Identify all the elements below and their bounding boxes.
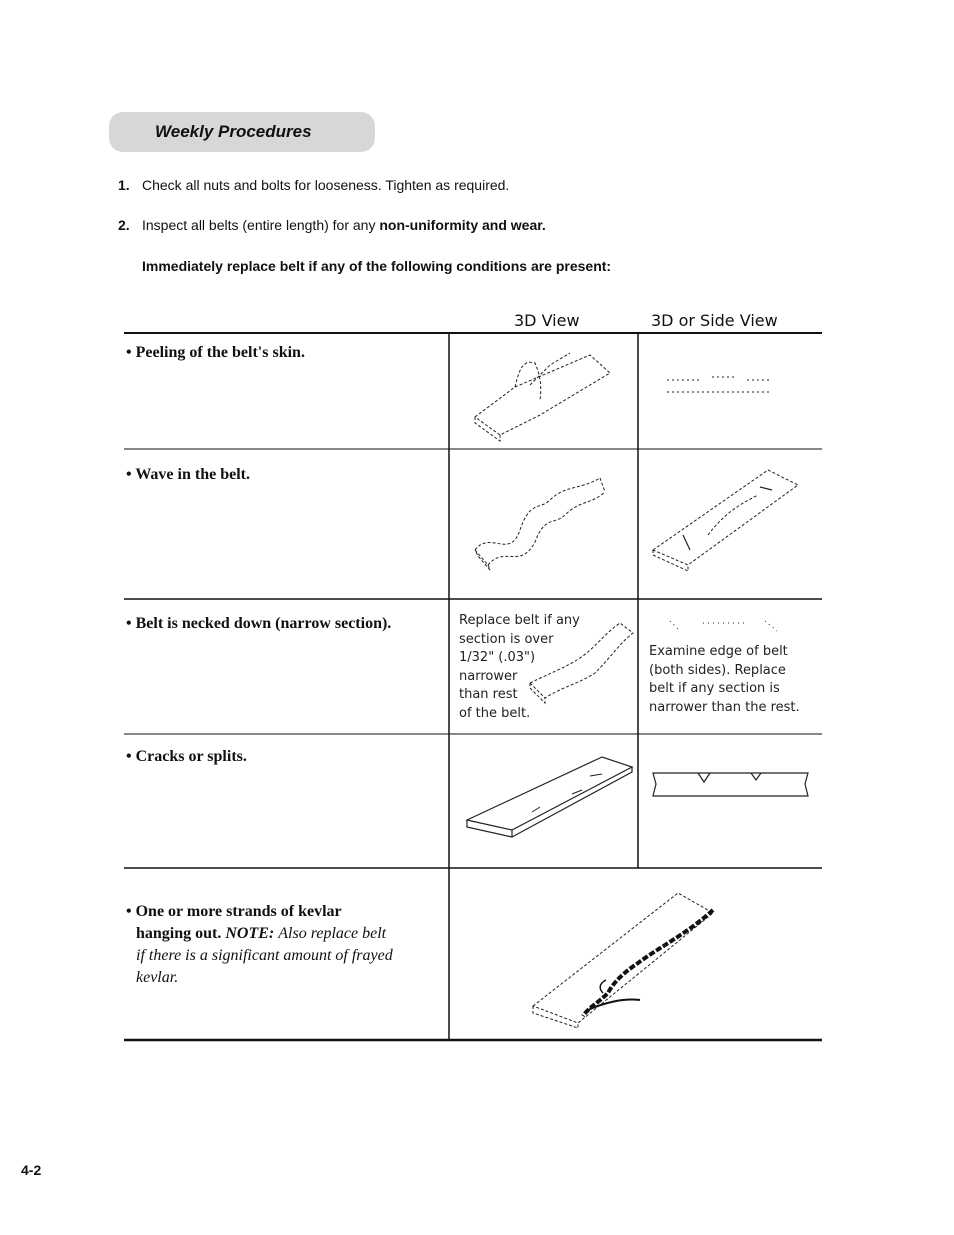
step-number: 2. [118, 217, 130, 233]
necked-side-note: Examine edge of belt (both sides). Replace belt if any section is narrower than the rest. [649, 644, 800, 715]
condition-necked-down: • Belt is necked down (narrow section). [126, 615, 392, 632]
cracked-belt-3d-illustration [462, 752, 637, 840]
condition-kevlar: • One or more strands of kevlar hanging out. NOTE: Also replace belt if there is a significant amount of frayed kevlar. [126, 903, 393, 986]
page-number: 4-2 [21, 1162, 42, 1178]
condition-wave: • Wave in the belt. [126, 466, 250, 483]
wave-belt-3d-illustration [470, 470, 610, 580]
condition-peeling: • Peeling of the belt's skin. [126, 344, 305, 361]
section-title: Weekly Procedures [155, 122, 312, 141]
peeling-belt-3d-illustration [470, 345, 620, 440]
step-text: Check all nuts and bolts for looseness. Tighten as required. [142, 177, 510, 193]
col-header-side-view: 3D or Side View [651, 311, 778, 330]
note-label: NOTE: [225, 925, 275, 942]
peeling-belt-side-illustration [662, 372, 777, 398]
necked-3d-note: Replace belt if any section is over 1/32" (.03") narrower than rest of the belt. [459, 613, 580, 721]
necked-belt-side-illustration [665, 617, 785, 635]
step-text-bold: non-uniformity and wear. [379, 217, 546, 233]
col-header-3d-view: 3D View [514, 311, 580, 330]
replace-warning: Immediately replace belt if any of the following conditions are present: [142, 258, 612, 274]
kevlar-strands-illustration [528, 888, 723, 1033]
step-number: 1. [118, 177, 130, 193]
necked-belt-3d-illustration [525, 618, 637, 703]
cracked-belt-side-illustration [648, 770, 813, 802]
step-text: Inspect all belts (entire length) for any [142, 217, 380, 233]
wave-belt-side-illustration [648, 465, 803, 575]
condition-cracks: • Cracks or splits. [126, 748, 247, 765]
